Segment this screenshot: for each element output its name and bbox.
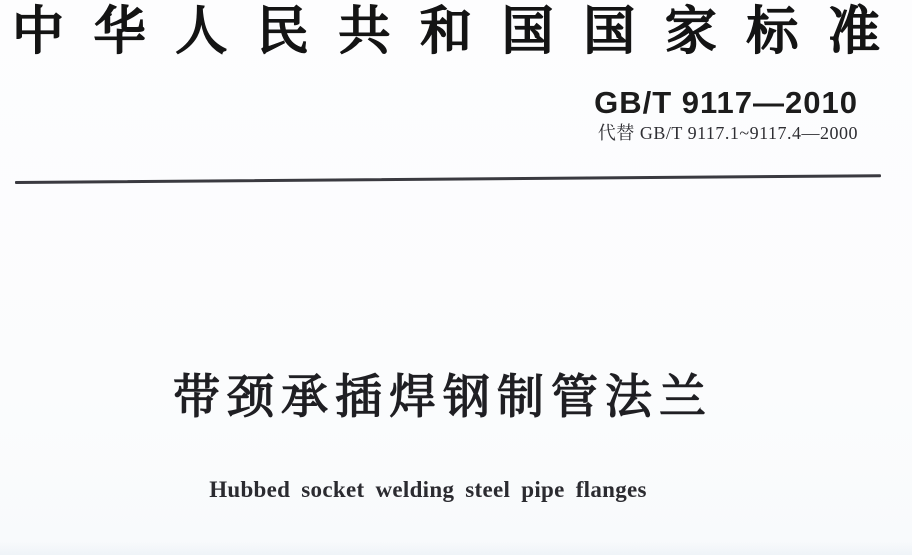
standard-code-block bbox=[594, 86, 858, 144]
document-title-english: Hubbed socket welding steel pipe flanges bbox=[209, 477, 647, 502]
replaces-note: 代替 GB/T 9117.1~9117.4—2000 bbox=[597, 123, 858, 143]
national-standard-header: 中华人民共和国国家标准 bbox=[12, 4, 880, 61]
scan-artifact-tint bbox=[0, 541, 912, 555]
document-title-chinese: 带颈承插焊钢制管法兰 bbox=[173, 370, 713, 423]
divider-rule bbox=[15, 174, 881, 184]
standard-code: GB/T 9117—2010 bbox=[594, 85, 858, 120]
